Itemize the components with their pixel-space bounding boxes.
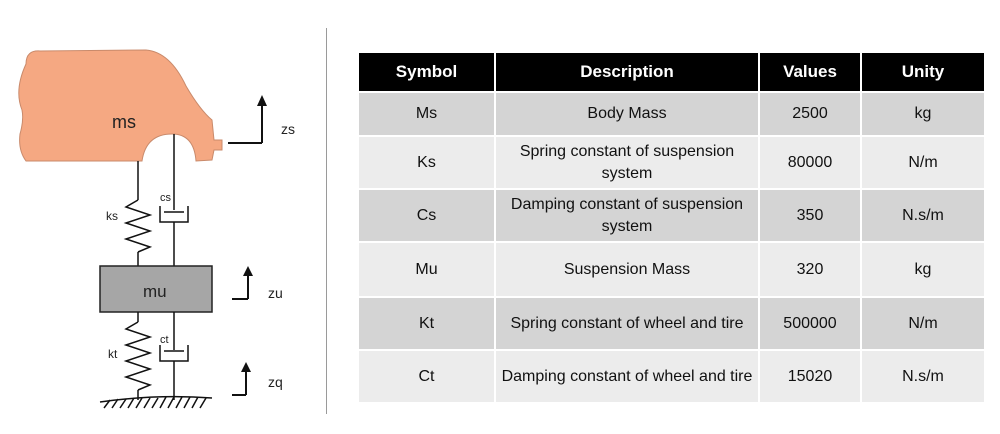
table-row bbox=[359, 93, 984, 135]
table-row bbox=[359, 137, 984, 188]
cell-unit: N.s/m bbox=[862, 190, 984, 241]
lower-suspension bbox=[126, 312, 188, 400]
table-row bbox=[359, 298, 984, 349]
cell-value: 350 bbox=[760, 190, 860, 241]
header-unity: Unity bbox=[862, 53, 984, 91]
table-header-row bbox=[359, 53, 984, 91]
damper-t-label: ct bbox=[160, 334, 169, 346]
cell-value: 2500 bbox=[760, 93, 860, 135]
zu-arrow-icon bbox=[232, 273, 248, 299]
cell-description: Damping constant of wheel and tire bbox=[496, 351, 758, 402]
zq-label: zq bbox=[268, 374, 283, 390]
cell-description: Suspension Mass bbox=[496, 243, 758, 296]
cell-description: Spring constant of wheel and tire bbox=[496, 298, 758, 349]
cell-value: 500000 bbox=[760, 298, 860, 349]
cell-unit: kg bbox=[862, 93, 984, 135]
cell-symbol: Ct bbox=[359, 351, 494, 402]
quarter-car-diagram bbox=[0, 0, 330, 434]
cell-unit: N/m bbox=[862, 298, 984, 349]
parameters-table bbox=[357, 51, 986, 404]
spring-t-label: kt bbox=[108, 347, 118, 361]
cell-symbol: Mu bbox=[359, 243, 494, 296]
header-values: Values bbox=[760, 53, 860, 91]
zs-arrow-head bbox=[257, 95, 267, 106]
unsprung-mass-label: mu bbox=[143, 282, 167, 301]
vertical-divider bbox=[326, 28, 327, 414]
cell-unit: N.s/m bbox=[862, 351, 984, 402]
cell-symbol: Cs bbox=[359, 190, 494, 241]
cell-value: 320 bbox=[760, 243, 860, 296]
cell-symbol: Kt bbox=[359, 298, 494, 349]
zu-arrow-head bbox=[243, 266, 253, 276]
cell-description: Body Mass bbox=[496, 93, 758, 135]
header-symbol: Symbol bbox=[359, 53, 494, 91]
zs-arrow-icon bbox=[228, 103, 262, 143]
cell-value: 15020 bbox=[760, 351, 860, 402]
table-row bbox=[359, 243, 984, 296]
damper-s-label: cs bbox=[160, 192, 171, 204]
cell-symbol: Ms bbox=[359, 93, 494, 135]
ground-icon bbox=[100, 397, 212, 408]
cell-description: Damping constant of suspension system bbox=[496, 190, 758, 241]
zq-arrow-head bbox=[241, 362, 251, 372]
body-mass-label: ms bbox=[112, 112, 136, 132]
zq-arrow-icon bbox=[232, 369, 246, 395]
car-body-shape bbox=[19, 50, 222, 161]
cell-description: Spring constant of suspension system bbox=[496, 137, 758, 188]
zs-label: zs bbox=[281, 121, 295, 137]
cell-unit: N/m bbox=[862, 137, 984, 188]
spring-s-label: ks bbox=[106, 209, 118, 223]
table-row bbox=[359, 351, 984, 402]
cell-unit: kg bbox=[862, 243, 984, 296]
cell-symbol: Ks bbox=[359, 137, 494, 188]
cell-value: 80000 bbox=[760, 137, 860, 188]
zu-label: zu bbox=[268, 285, 283, 301]
table-row bbox=[359, 190, 984, 241]
header-description: Description bbox=[496, 53, 758, 91]
